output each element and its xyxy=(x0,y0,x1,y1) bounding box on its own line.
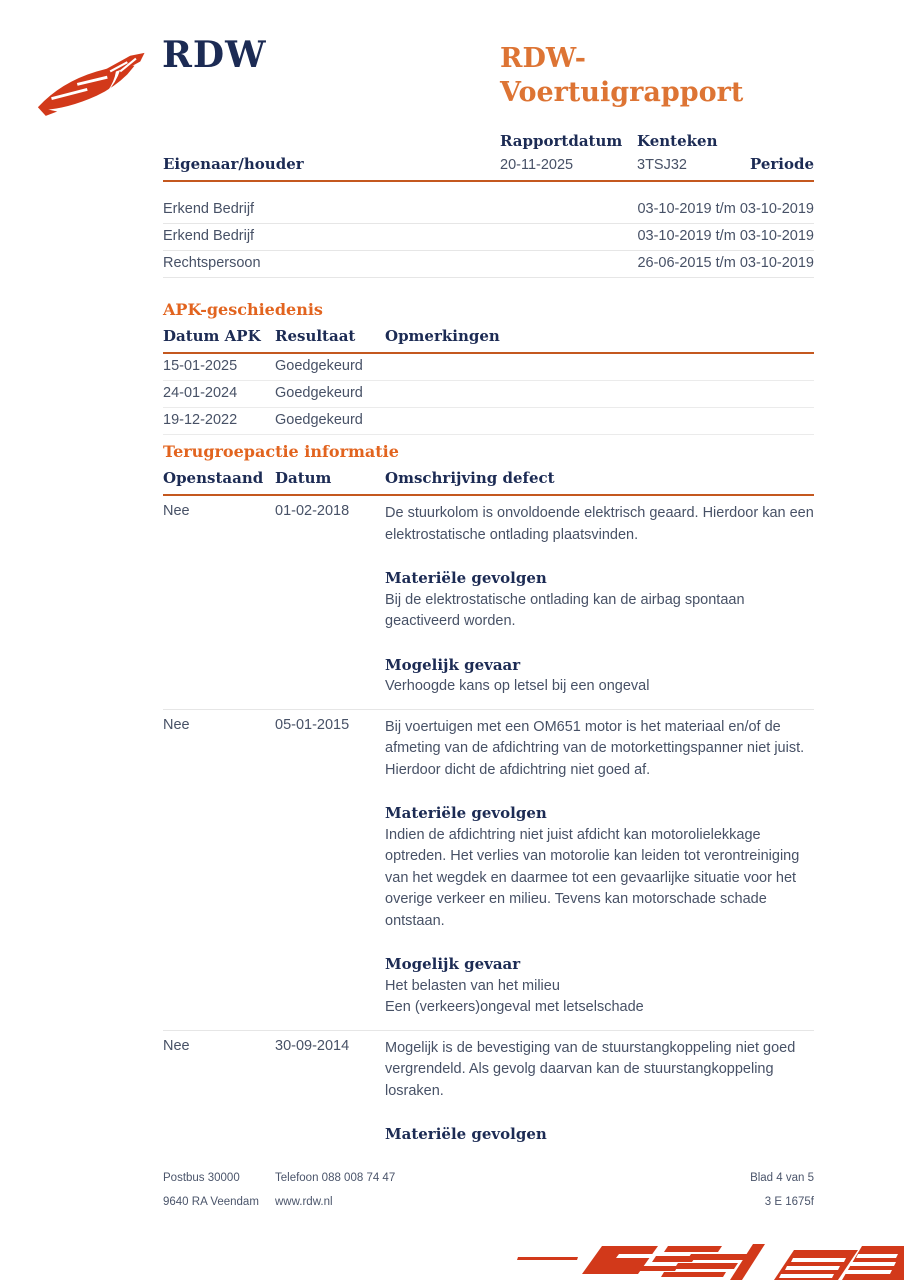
footer-form-code: 3 E 1675f xyxy=(764,1196,814,1208)
danger-text: Verhoogde kans op letsel bij een ongeval xyxy=(385,678,650,694)
recall-open-cell: Nee xyxy=(163,503,190,519)
apk-result-cell: Goedgekeurd xyxy=(275,385,363,401)
period-cell: 03-10-2019 t/m 03-10-2019 xyxy=(637,228,814,244)
report-date-label: Rapportdatum xyxy=(500,132,623,150)
apk-remarks-cell xyxy=(385,357,814,376)
defect-description: De stuurkolom is onvoldoende elektrisch geaard. Hierdoor kan een elektrostatische ontlading plaatsvinden. xyxy=(385,505,814,543)
footer-phone: Telefoon 088 008 74 47 xyxy=(275,1172,396,1184)
recall-defect-column-header: Omschrijving defect xyxy=(385,469,555,487)
consequences-heading: Materiële gevolgen xyxy=(385,569,547,587)
license-plate-value: 3TSJ32 xyxy=(637,157,687,173)
title-block xyxy=(500,42,820,173)
recall-section-title: Terugroepactie informatie xyxy=(163,442,399,461)
table-row xyxy=(163,224,814,251)
rdw-speed-stripes-graphic xyxy=(506,1234,904,1280)
danger-heading: Mogelijk gevaar xyxy=(385,655,521,674)
recall-date-cell: 05-01-2015 xyxy=(275,716,350,733)
apk-remarks-column-header: Opmerkingen xyxy=(385,327,500,345)
period-cell: 03-10-2019 t/m 03-10-2019 xyxy=(637,201,814,217)
page-footer xyxy=(163,1166,814,1214)
footer-page-number: Blad 4 van 5 xyxy=(750,1172,814,1184)
apk-date-cell: 15-01-2025 xyxy=(163,358,238,374)
apk-section-title: APK-geschiedenis xyxy=(163,300,323,319)
page-title: RDW-Voertuigrapport xyxy=(500,43,744,108)
consequences-heading: Materiële gevolgen xyxy=(385,804,547,822)
apk-result-cell: Goedgekeurd xyxy=(275,412,363,428)
apk-result-cell: Goedgekeurd xyxy=(275,358,363,374)
defect-description: Mogelijk is de bevestiging van de stuurstangkoppeling niet goed vergrendeld. Als gevolg daarvan kan de stuurstangkoppeling losraken. xyxy=(385,1039,796,1099)
table-row xyxy=(163,197,814,224)
recall-date-column-header: Datum xyxy=(275,469,332,487)
recall-section xyxy=(163,442,814,1157)
apk-date-cell: 19-12-2022 xyxy=(163,412,238,428)
danger-text: Het belasten van het milieu xyxy=(385,977,560,994)
apk-result-column-header: Resultaat xyxy=(275,327,356,345)
report-date-value: 20-11-2025 xyxy=(500,157,574,173)
period-column-header: Periode xyxy=(749,155,814,173)
owner-section-title: Eigenaar/houder xyxy=(163,155,304,173)
footer-website: www.rdw.nl xyxy=(275,1196,333,1208)
apk-remarks-cell xyxy=(385,411,814,430)
owner-cell: Rechtspersoon xyxy=(163,255,261,271)
defect-description: Bij voertuigen met een OM651 motor is het materiaal en/of de afmeting van de afdichtring van de motorkettingspanner niet juist. Hierdoor dicht de afdichtring niet goed af. xyxy=(385,718,805,778)
recall-detail xyxy=(385,503,814,698)
rdw-wordmark: RDW xyxy=(162,34,267,76)
recall-detail xyxy=(385,717,814,1019)
period-cell: 26-06-2015 t/m 03-10-2019 xyxy=(637,255,814,271)
apk-remarks-cell xyxy=(385,384,814,403)
owner-cell: Erkend Bedrijf xyxy=(163,228,255,244)
recall-date-cell: 30-09-2014 xyxy=(275,1037,350,1054)
table-row xyxy=(163,381,814,408)
recall-open-cell: Nee xyxy=(163,716,190,733)
recall-detail xyxy=(385,1038,814,1146)
recall-open-cell: Nee xyxy=(163,1037,190,1054)
recall-entry xyxy=(163,1030,814,1157)
danger-heading: Mogelijk gevaar xyxy=(385,955,521,973)
license-plate-label: Kenteken xyxy=(637,132,718,150)
table-row xyxy=(163,251,814,278)
consequences-text: Bij de elektrostatische ontlading kan de airbag spontaan geactiveerd worden. xyxy=(385,591,745,629)
rdw-feather-icon xyxy=(34,50,152,118)
danger-text: Een (verkeers)ongeval met letselschade xyxy=(385,999,644,1015)
owner-cell: Erkend Bedrijf xyxy=(163,201,255,217)
footer-address-line2: 9640 RA Veendam xyxy=(163,1196,259,1208)
table-row xyxy=(163,354,814,381)
recall-date-cell: 01-02-2018 xyxy=(275,503,350,519)
recall-entry xyxy=(163,496,814,709)
apk-date-column-header: Datum APK xyxy=(163,327,261,345)
consequences-text: Indien de afdichtring niet juist afdicht kan motorolielekkage optreden. Het verlies van motorolie kan leiden tot verontreiniging van het wegdek en daarmee tot een gevaarlijke situatie voor het overige verkeer en milieu. Tevens kan motorschade schade ontstaan. xyxy=(385,826,800,929)
apk-date-cell: 24-01-2024 xyxy=(163,385,238,401)
apk-history-section xyxy=(163,300,814,435)
consequences-heading: Materiële gevolgen xyxy=(385,1125,547,1143)
owner-section xyxy=(163,155,814,278)
recall-open-column-header: Openstaand xyxy=(163,469,264,487)
footer-address-line1: Postbus 30000 xyxy=(163,1172,240,1184)
table-row xyxy=(163,408,814,435)
recall-entry xyxy=(163,709,814,1030)
